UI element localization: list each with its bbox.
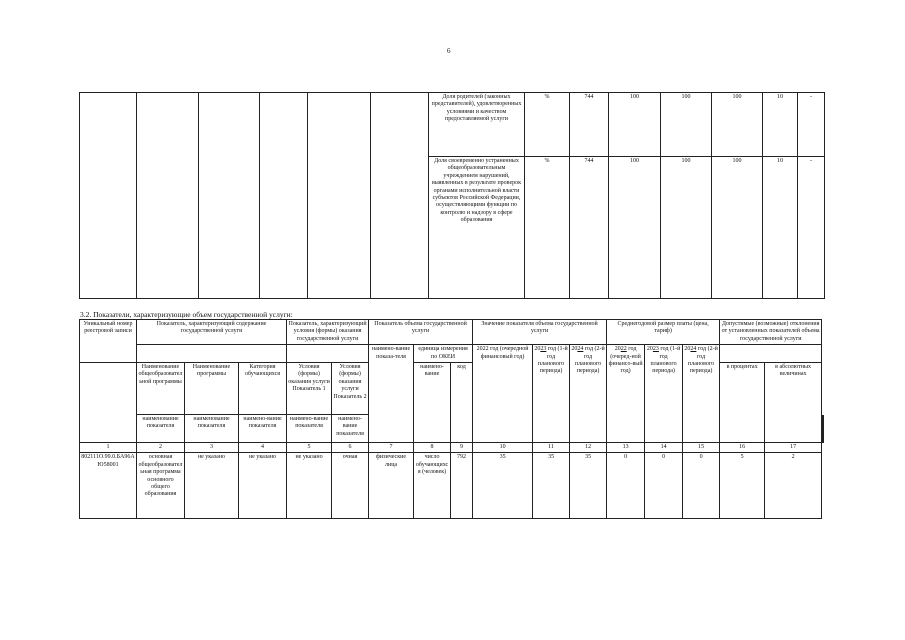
col-number: 17 [765,443,822,453]
value-cell: 100 [712,157,763,299]
empty-cell [199,157,260,299]
col-number: 15 [683,443,720,453]
col-header-unit-okei: единица измерения по ОКЕИ [414,345,473,363]
col-number: 2 [137,443,185,453]
col-number: 12 [570,443,607,453]
value-cell: 100 [712,93,763,157]
col-header-2022: 2022 год (очередной финансовый год) [473,345,533,443]
col-number: 9 [451,443,473,453]
percent-cell: 10 [763,93,798,157]
unit-cell: число обучающихся (человек) [414,453,451,519]
indicator-name: Доля своевременно устраненных общеобразовательным учреждением нарушений, выявленных в результате проверок органами исполнительной власти субъектов Российской Федерации, осуществляющими функции по контролю и надзору в сфере образования [429,157,525,299]
col-number: 4 [239,443,287,453]
col-number: 1 [80,443,137,453]
col-header-code: код [451,363,473,443]
col-number: 7 [369,443,414,453]
empty-cell [371,157,429,299]
okei-cell: 744 [570,93,609,157]
col-number: 13 [607,443,645,453]
value-cell: 100 [609,157,661,299]
empty-cell [80,363,137,443]
value-cell: 100 [609,93,661,157]
col-header-price-2023: 2023 год (1-й год планового периода) [645,345,683,443]
col-subheader: наимено-вание показателя [239,415,287,443]
col-header-cond2: Условия (формы) оказания услуги Показатель 2 [332,363,369,415]
col-header-price-2024: 2024 год (2-й год планового периода) [683,345,720,443]
col-header-2023: 2023 год (1-й год планового периода) [533,345,570,443]
abs-cell: 2 [765,453,822,519]
cond2-cell: очная [332,453,369,519]
empty-cell [80,157,137,299]
quality-indicators-table [79,92,825,299]
col-number: 8 [414,443,451,453]
col-header-category: Категория обучающихся [239,363,287,415]
percent-cell: 10 [763,157,798,299]
empty-cell [137,93,199,157]
category-cell: не указано [239,453,287,519]
col-number: 6 [332,443,369,453]
col-header-2024: 2024 год (2-й год планового периода) [570,345,607,443]
empty-cell [720,345,822,363]
volume-indicators-table [79,319,824,519]
value-2023-cell: 35 [533,453,570,519]
section-heading: 3.2. Показатели, характеризующие объем государственной услуги: [80,310,293,319]
col-number: 3 [185,443,239,453]
col-header-volume-value: Значение показателя объема государственной услуги [473,320,607,345]
col-header-abs: в абсолютных величинах [765,363,822,443]
empty-cell [199,93,260,157]
value-2024-cell: 35 [570,453,607,519]
col-header-unit-name: наимено-вание [414,363,451,443]
page-number: 6 [447,47,451,55]
programs-cell: не указано [185,453,239,519]
col-number: 10 [473,443,533,453]
program-cell: основная общеобразовательная программа основного общего образования [137,453,185,519]
price-2024-cell: 0 [683,453,720,519]
indicator-name: Доля родителей (законных представителей), удовлетворенных условиями и качеством предоставляемой услуги [429,93,525,157]
empty-cell [260,93,308,157]
table-row [80,93,825,157]
empty-cell [308,93,371,157]
col-subheader: наимено-вание показателя [287,415,332,443]
col-subheader: наименование показателя [137,415,185,443]
col-number: 5 [287,443,332,453]
code-cell: 792 [451,453,473,519]
empty-cell [287,345,369,363]
table-row [80,453,824,519]
empty-cell [308,157,371,299]
abs-cell: - [798,93,825,157]
reg-number-cell: 802111О.99.0.БА96АЮ58001 [80,453,137,519]
empty-cell [80,93,137,157]
cond1-cell: не указано [287,453,332,519]
col-header-avg-price: Среднегодовой размер платы (цена, тариф) [607,320,720,345]
abs-cell: - [798,157,825,299]
empty-cell [260,157,308,299]
empty-cell [137,157,199,299]
price-2023-cell: 0 [645,453,683,519]
col-number: 14 [645,443,683,453]
unit-cell: % [525,157,570,299]
unit-cell: % [525,93,570,157]
col-header-volume: Показатель объема государственной услуги [369,320,473,345]
col-header-program: Наименование общеобразовательной программы [137,363,185,415]
col-header-ind-name: наимено-вание показа-теля [369,345,414,443]
col-subheader: наимено-вание показателя [332,415,369,443]
col-header-cond1: Условия (формы) оказания услуги Показатель 1 [287,363,332,415]
percent-cell: 5 [720,453,765,519]
col-subheader: наименование показателя [185,415,239,443]
value-cell: 100 [661,93,712,157]
table-row [80,157,825,299]
table-header-row [80,320,824,345]
empty-cell [371,93,429,157]
empty-cell [137,345,287,363]
col-header-content: Показатель, характеризующий содержание государственной услуги [137,320,287,345]
price-2022-cell: 0 [607,453,645,519]
col-header-percent: в процентах [720,363,765,443]
column-number-row [80,443,824,453]
table-header-row [80,345,824,363]
okei-cell: 744 [570,157,609,299]
col-header-reg: Уникальный номер реестровой записи [80,320,137,363]
col-number: 11 [533,443,570,453]
col-header-price-2022: 2022 год (очеред-ной финансо-вый год) [607,345,645,443]
value-cell: 100 [661,157,712,299]
value-2022-cell: 35 [473,453,533,519]
indicator-cell: физические лица [369,453,414,519]
col-header-programs: Наименование программы [185,363,239,415]
col-number: 16 [720,443,765,453]
col-header-conditions: Показатель, характеризующий условия (формы) оказания государственной услуги [287,320,369,345]
col-header-deviations: Допустимые (возможные) отклонения от установленных показателей объема государственной услуги [720,320,822,345]
